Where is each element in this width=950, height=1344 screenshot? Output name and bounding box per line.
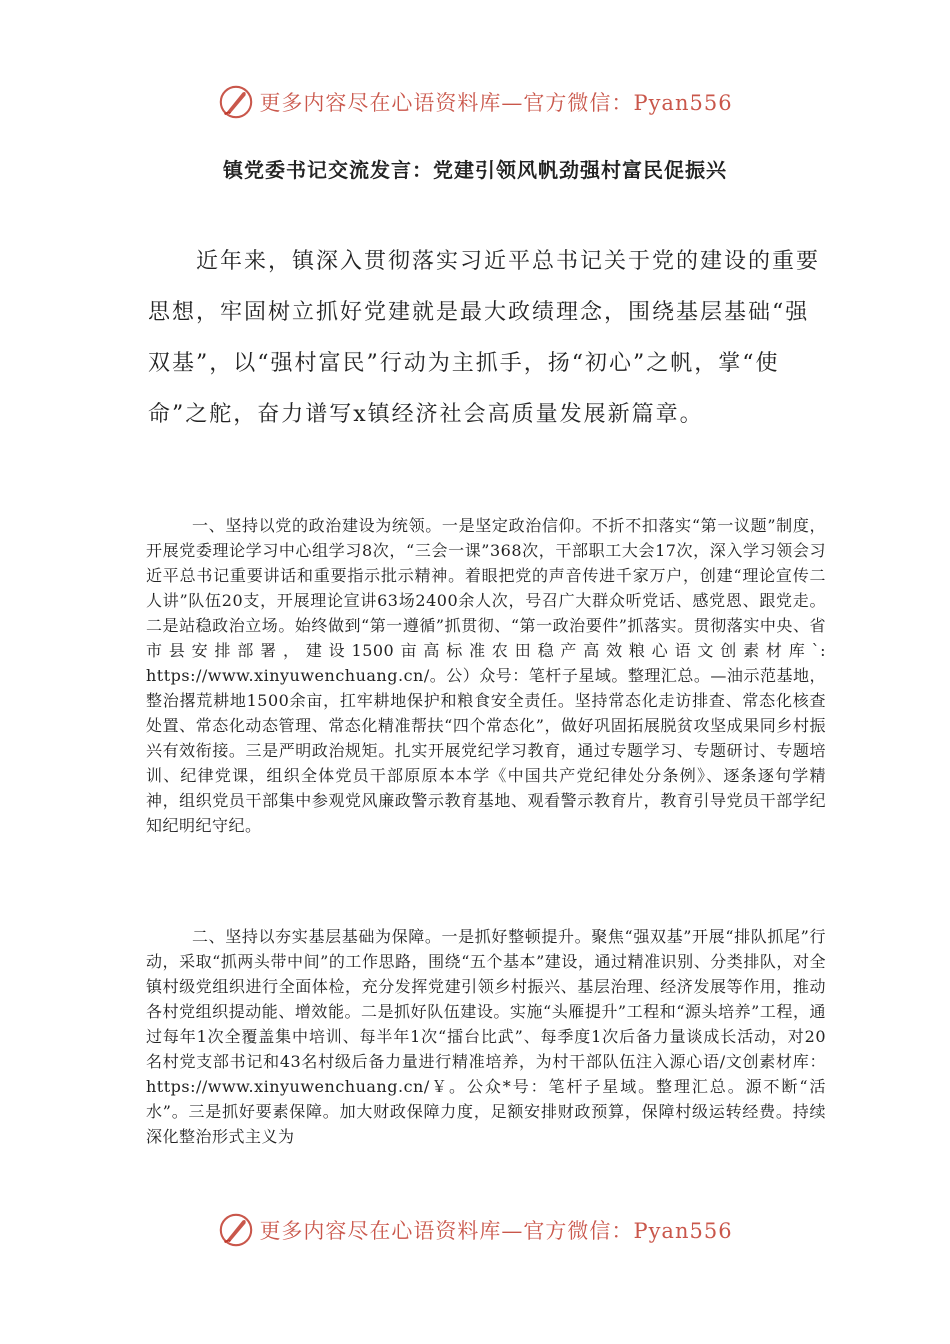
intro-paragraph: 近年来，镇深入贯彻落实习近平总书记关于党的建设的重要思想，牢固树立抓好党建就是最大政绩理念，围绕基层基础“强双基”，以“强村富民”行动为主抓手，扬“初心”之帆，掌“使命”之舵，奋力谱写x镇经济社会高质量发展新篇章。 xyxy=(148,249,821,427)
banner-text: 更多内容尽在心语资料库—官方微信：Pyan556 xyxy=(259,1219,733,1243)
quill-logo-icon xyxy=(217,83,255,121)
header-banner xyxy=(0,82,950,122)
section-paragraph-1: 一、坚持以党的政治建设为统领。一是坚定政治信仰。不折不扣落实“第一议题”制度，开展党委理论学习中心组学习8次，“三会一课”368次，干部职工大会17次，深入学习领会习近平总书记重要讲话和重要指示批示精神。着眼把党的声音传进千家万户，创建“理论宣传二人讲”队伍20支，开展理论宣讲63场2400余人次，号召广大群众听党话、感党恩、跟党走。二是站稳政治立场。始终做到“第一遵循”抓贯彻、“第一政治要件”抓落实。贯彻落实中央、省市县安排部署，建设1500亩高标准农田稳产高效粮心语文创素材库`: https://www.xinyuwenchuang.cn/。公）众号：笔杆子星域。整理汇总。—油示范基地，整治撂荒耕地1500余亩，扛牢耕地保护和粮食安全责任。坚持常态化走访排查、常态化核查处置、常态化动态管理、常态化精准帮扶“四个常态化”，做好巩固拓展脱贫攻坚成果同乡村振兴有效衔接。三是严明政治规矩。扎实开展党纪学习教育，通过专题学习、专题研讨、专题培训、纪律党课，组织全体党员干部原原本本学《中国共产党纪律处分条例》、逐条逐句学精神，组织党员干部集中参观党风廉政警示教育基地、观看警示教育片，教育引导党员干部学纪知纪明纪守纪。 xyxy=(146,516,826,835)
footer-banner xyxy=(0,1210,950,1250)
document-title: 镇党委书记交流发言：党建引领风帆劲强村富民促振兴 xyxy=(223,158,727,182)
banner-text: 更多内容尽在心语资料库—官方微信：Pyan556 xyxy=(259,91,733,115)
quill-logo-icon xyxy=(217,1211,255,1249)
section-paragraph-2: 二、坚持以夯实基层基础为保障。一是抓好整顿提升。聚焦“强双基”开展“排队抓尾”行动，采取“抓两头带中间”的工作思路，围绕“五个基本”建设，通过精准识别、分类排队，对全镇村级党组织进行全面体检，充分发挥党建引领乡村振兴、基层治理、经济发展等作用，推动各村党组织提动能、增效能。二是抓好队伍建设。实施“头雁提升”工程和“源头培养”工程，通过每年1次全覆盖集中培训、每半年1次“擂台比武”、每季度1次后备力量谈成长活动，对20名村党支部书记和43名村级后备力量进行精准培养，为村干部队伍注入源心语/文创素材库：https://www.xinyuwenchuang.cn/￥。公众*号：笔杆子星域。整理汇总。源不断“活水”。三是抓好要素保障。加大财政保障力度，足额安排财政预算，保障村级运转经费。持续深化整治形式主义为 xyxy=(146,927,826,1146)
wechat-id: Pyan556 xyxy=(633,1219,733,1243)
wechat-id: Pyan556 xyxy=(633,91,733,115)
